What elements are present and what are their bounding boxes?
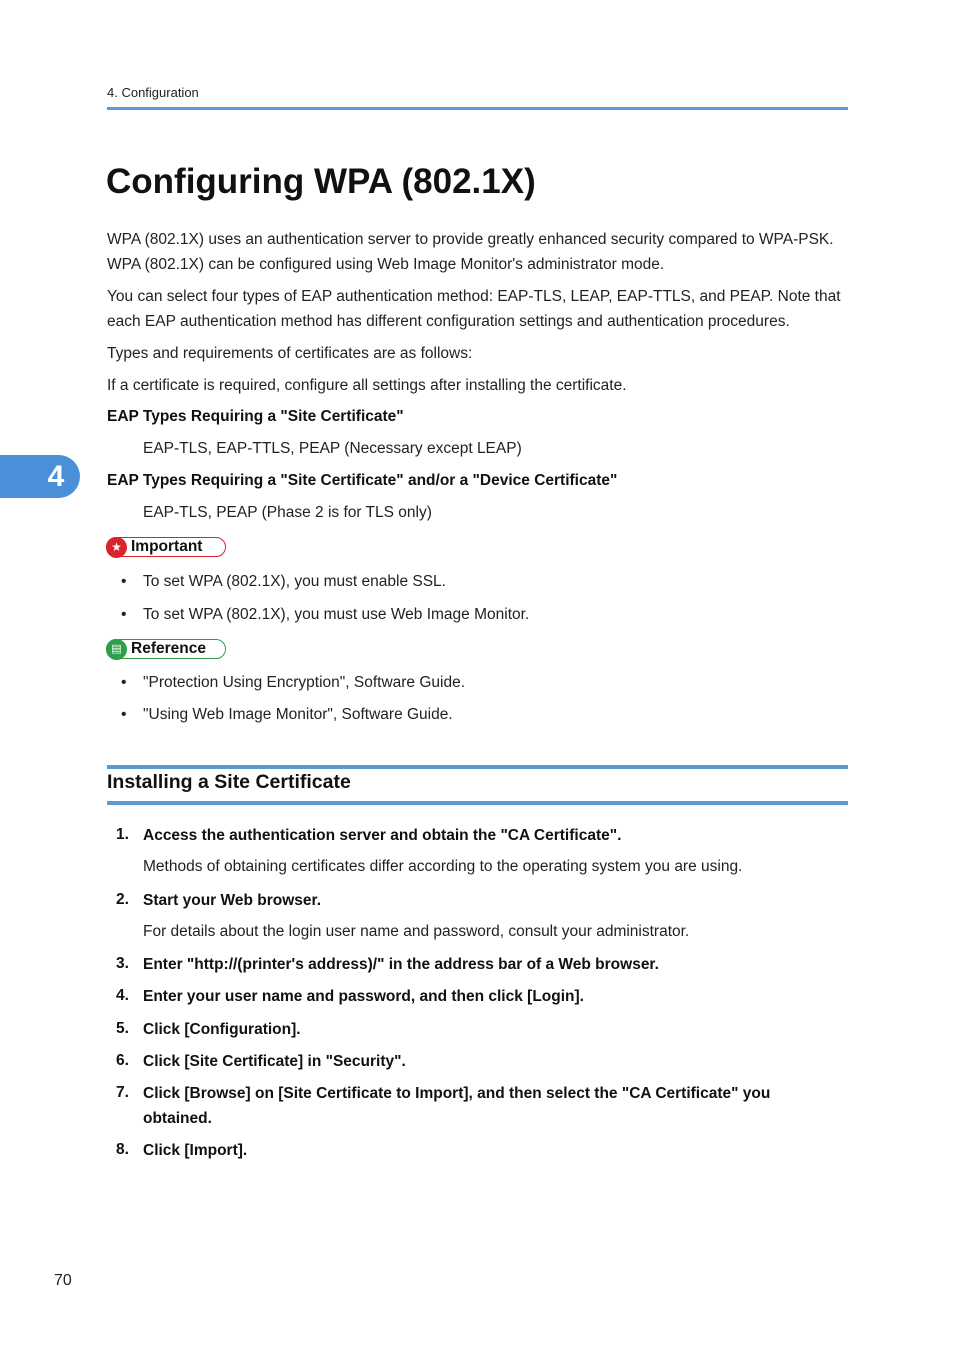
running-header: 4. Configuration	[107, 85, 199, 100]
step-number-7: 7.	[116, 1084, 129, 1101]
step-text-8: Click [Import].	[143, 1142, 248, 1159]
reference-item-1	[121, 674, 465, 692]
step-number-1: 1.	[116, 826, 129, 843]
chapter-tab	[0, 455, 80, 498]
bullet-icon: •	[121, 573, 127, 590]
step-number-8: 8.	[116, 1141, 129, 1158]
important-item-text: To set WPA (802.1X), you must enable SSL.	[143, 573, 446, 590]
bullet-icon: •	[121, 606, 127, 623]
step-number-6: 6.	[116, 1052, 129, 1069]
important-badge	[106, 537, 226, 557]
important-item-text: To set WPA (802.1X), you must use Web Image Monitor.	[143, 606, 530, 623]
important-label: Important	[131, 538, 203, 555]
important-item-2	[121, 606, 529, 624]
step-text-7: Click [Browse] on [Site Certificate to Import], and then select the "CA Certificate" you obtained.	[143, 1085, 771, 1127]
step-number-2: 2.	[116, 891, 129, 908]
section-title: Installing a Site Certificate	[107, 771, 351, 793]
bullet-icon: •	[121, 674, 127, 691]
star-icon: ★	[106, 537, 127, 558]
section-rule-bottom	[107, 801, 848, 805]
step-text-1: Access the authentication server and obtain the "CA Certificate".	[143, 827, 622, 844]
step-text-3: Enter "http://(printer's address)/" in the address bar of a Web browser.	[143, 956, 659, 973]
step-note-2: For details about the login user name and password, consult your administrator.	[143, 923, 690, 940]
step-note-1: Methods of obtaining certificates differ according to the operating system you are using.	[143, 858, 743, 875]
section-rule-top	[107, 765, 848, 769]
intro-paragraph-3: Types and requirements of certificates are as follows:	[107, 345, 473, 362]
step-number-4: 4.	[116, 987, 129, 1004]
reference-item-text: "Protection Using Encryption", Software Guide.	[143, 674, 466, 691]
page-number: 70	[54, 1272, 72, 1289]
important-item-1	[121, 573, 446, 591]
definition-desc-1: EAP-TLS, EAP-TTLS, PEAP (Necessary except LEAP)	[143, 440, 522, 457]
step-text-4: Enter your user name and password, and then click [Login].	[143, 988, 584, 1005]
reference-item-text: "Using Web Image Monitor", Software Guide.	[143, 706, 453, 723]
step-text-6: Click [Site Certificate] in "Security".	[143, 1053, 406, 1070]
intro-paragraph-2: You can select four types of EAP authentication method: EAP-TLS, LEAP, EAP-TTLS, and PEAP. Note that each EAP authentication method has different configuration settings and authentication procedures.	[107, 288, 841, 330]
step-number-5: 5.	[116, 1020, 129, 1037]
header-rule	[107, 107, 848, 110]
document-icon: ▤	[106, 639, 127, 660]
bullet-icon: •	[121, 706, 127, 723]
definition-desc-2: EAP-TLS, PEAP (Phase 2 is for TLS only)	[143, 504, 432, 521]
chapter-tab-number: 4	[47, 460, 65, 493]
definition-term-2: EAP Types Requiring a "Site Certificate" and/or a "Device Certificate"	[107, 472, 618, 489]
intro-paragraph-1: WPA (802.1X) uses an authentication server to provide greatly enhanced security compared to WPA-PSK. WPA (802.1X) can be configured using Web Image Monitor's administrator mode.	[107, 231, 834, 273]
reference-item-2	[121, 706, 453, 724]
definition-term-1: EAP Types Requiring a "Site Certificate"	[107, 408, 404, 425]
page-title: Configuring WPA (802.1X)	[106, 162, 536, 201]
reference-label: Reference	[131, 640, 206, 657]
intro-paragraph-4: If a certificate is required, configure all settings after installing the certificate.	[107, 377, 627, 394]
step-text-5: Click [Configuration].	[143, 1021, 301, 1038]
step-text-2: Start your Web browser.	[143, 892, 322, 909]
reference-badge	[106, 639, 226, 659]
step-number-3: 3.	[116, 955, 129, 972]
